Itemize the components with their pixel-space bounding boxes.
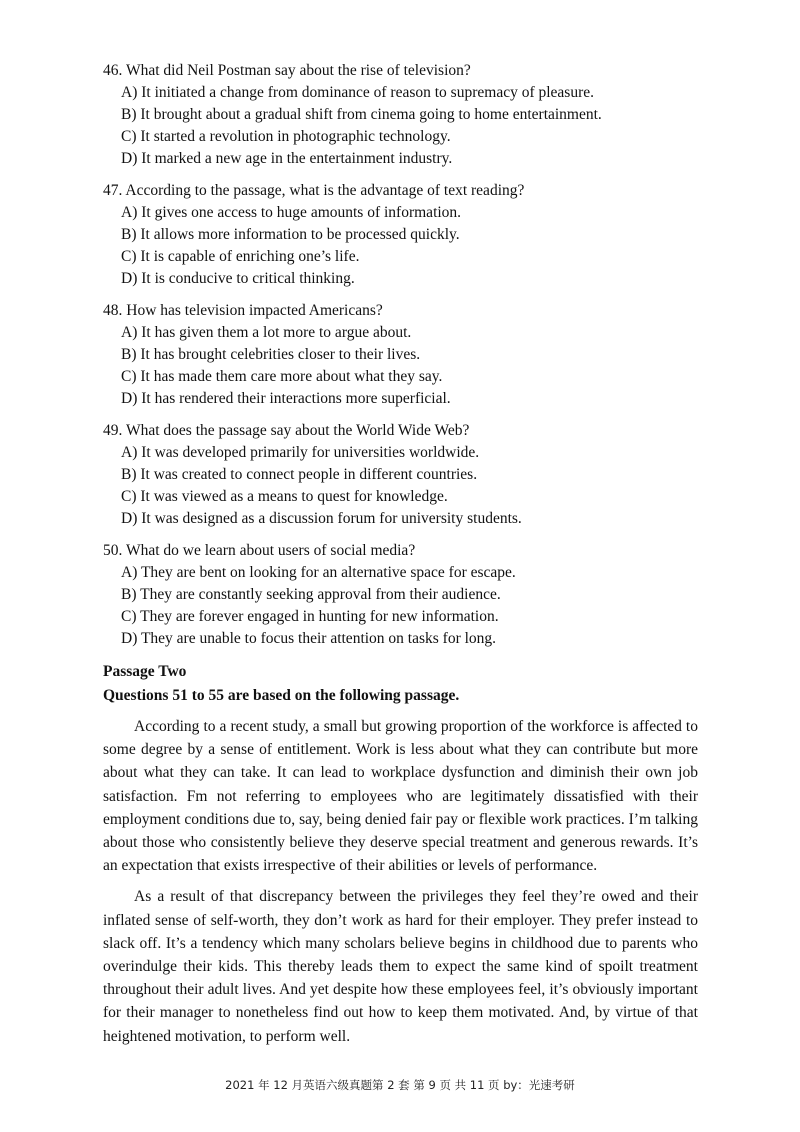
- question-46: [103, 60, 703, 170]
- option-a: A) It has given them a lot more to argue about.: [121, 324, 412, 341]
- question-stem: 47. According to the passage, what is the advantage of text reading?: [103, 182, 525, 199]
- option-a: A) It was developed primarily for universities worldwide.: [121, 444, 480, 461]
- question-stem: 50. What do we learn about users of social media?: [103, 542, 416, 559]
- option-d: D) It marked a new age in the entertainment industry.: [121, 150, 453, 167]
- option-b: B) It allows more information to be processed quickly.: [121, 226, 460, 243]
- question-49: [103, 420, 703, 530]
- passage-title: Passage Two: [103, 663, 187, 680]
- option-a: A) It gives one access to huge amounts of information.: [121, 204, 462, 221]
- passage-paragraph-1: According to a recent study, a small but growing proportion of the workforce is affected to some degree by a sense of entitlement. Work is less about what they can contribute but more about what they can take. It can lead to workplace dysfunction and diminish their own job satisfaction. Fm not referring to employees who are legitimately dissatisfied with their employment conditions due to, say, being denied fair pay or flexible work practices. I’m talking about those who consistently believe they deserve special treatment and generous rewards. It’s an expectation that exists irrespective of their abilities or levels of performance.: [103, 718, 698, 875]
- passage-paragraph-2: As a result of that discrepancy between the privileges they feel they’re owed and their inflated sense of self-worth, they don’t work as hard for their employer. They prefer instead to slack off. It’s a tendency which many scholars believe begins in childhood due to parents who overindulge their kids. This thereby leads them to expect the same kind of spoilt treatment throughout their adult lives. And yet despite how these employees feel, it’s obviously important for their manager to nonetheless find out how to keep them motivated. And, by virtue of that heightened motivation, to perform well.: [103, 888, 698, 1045]
- option-d: D) It has rendered their interactions more superficial.: [121, 390, 451, 407]
- passage-body: [103, 715, 698, 1056]
- question-list: [103, 60, 703, 660]
- option-c: C) It has made them care more about what they say.: [121, 368, 443, 385]
- option-b: B) They are constantly seeking approval from their audience.: [121, 586, 501, 603]
- option-b: B) It brought about a gradual shift from cinema going to home entertainment.: [121, 106, 602, 123]
- question-48: [103, 300, 703, 410]
- option-c: C) It is capable of enriching one’s life.: [121, 248, 360, 265]
- passage-instruction: Questions 51 to 55 are based on the following passage.: [103, 687, 460, 704]
- option-c: C) It was viewed as a means to quest for knowledge.: [121, 488, 448, 505]
- option-b: B) It was created to connect people in different countries.: [121, 466, 478, 483]
- question-50: [103, 540, 703, 650]
- option-d: D) It is conducive to critical thinking.: [121, 270, 355, 287]
- option-a: A) They are bent on looking for an alternative space for escape.: [121, 564, 516, 581]
- option-c: C) It started a revolution in photographic technology.: [121, 128, 451, 145]
- question-stem: 46. What did Neil Postman say about the rise of television?: [103, 62, 471, 79]
- option-d: D) It was designed as a discussion forum for university students.: [121, 510, 522, 527]
- option-b: B) It has brought celebrities closer to their lives.: [121, 346, 421, 363]
- question-stem: 49. What does the passage say about the World Wide Web?: [103, 422, 470, 439]
- question-stem: 48. How has television impacted Americans?: [103, 302, 383, 319]
- question-47: [103, 180, 703, 290]
- passage-header: [103, 660, 703, 708]
- option-d: D) They are unable to focus their attention on tasks for long.: [121, 630, 497, 647]
- option-a: A) It initiated a change from dominance of reason to supremacy of pleasure.: [121, 84, 594, 101]
- page-footer: 2021 年 12 月英语六级真题第 2 套 第 9 页 共 11 页 by：光速考研: [225, 1078, 575, 1092]
- option-c: C) They are forever engaged in hunting for new information.: [121, 608, 499, 625]
